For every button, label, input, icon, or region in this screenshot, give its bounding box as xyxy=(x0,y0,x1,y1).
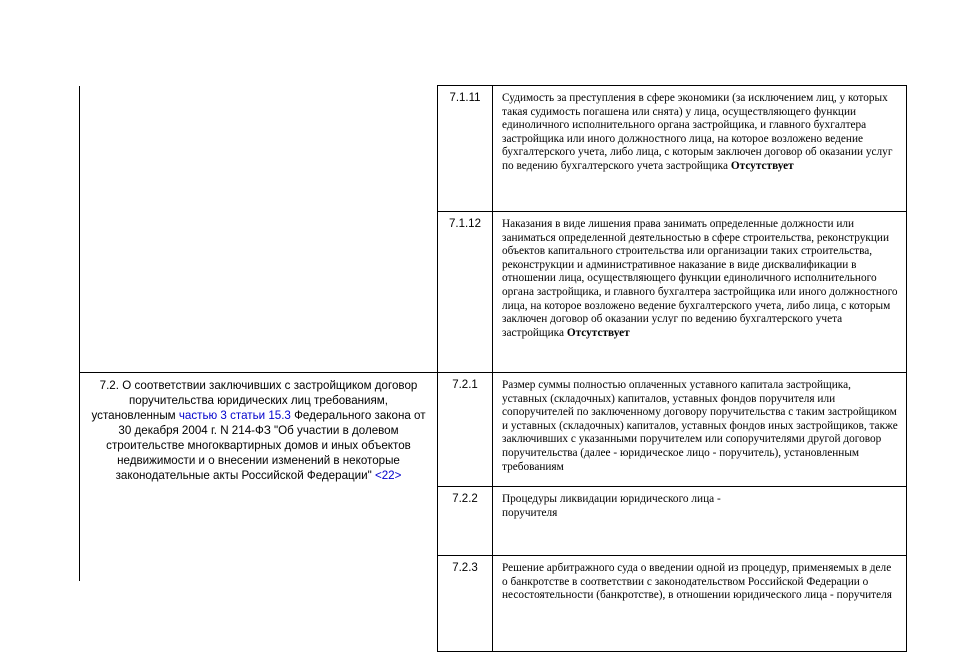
requirements-table xyxy=(80,85,907,652)
row-text xyxy=(493,487,907,556)
section-text: 7.2. О соответствии заключивших с застройщиком договор поручительства юридических лиц требованиям, установленным xyxy=(91,379,418,422)
row-text xyxy=(493,556,907,652)
section-cell-empty xyxy=(80,212,438,373)
row-number: 7.1.12 xyxy=(438,212,493,373)
section-7-2-heading xyxy=(80,373,438,652)
table-row xyxy=(80,212,907,373)
row-description: Процедуры ликвидации юридического лица - поручителя xyxy=(502,493,721,519)
row-description: Судимость за преступления в сфере экономики (за исключением лиц, у которых такая судимость погашена или снята) у лица, осуществляющего функции единоличного исполнительного органа застройщика, и главного бухгалтера застройщика или иного должностного лица, на которое возложено ведение бухгалтерского учета, либо лица, с которым заключен договор об оказании услуг по ведению бухгалтерского учета застройщика xyxy=(502,92,893,172)
row-number: 7.2.3 xyxy=(438,556,493,652)
table-row xyxy=(80,373,907,487)
row-number: 7.2.1 xyxy=(438,373,493,487)
section-text: Федерального закона от 30 декабря 2004 г. N 214-ФЗ "Об участии в долевом строительстве многоквартирных домов и иных объектов недвижимости и о внесении изменений в некоторые законодательные акты Российской Федерации" xyxy=(106,409,426,482)
row-text xyxy=(493,373,907,487)
row-description: Наказания в виде лишения права занимать определенные должности или заниматься определенной деятельностью в сфере строительства, реконструкции объектов капитального строительства или организации таких строительства, реконструкции и административное наказание в виде дисквалификации в отношении лица, осуществляющего функции единоличного исполнительного органа застройщика, и главного бухгалтера застройщика или иного должностного лица, на которое возложено ведение бухгалтерского учета, либо лица, с которым заключен договор об оказании услуг по ведению бухгалтерского учета застройщика xyxy=(502,218,898,339)
table-row xyxy=(80,86,907,212)
row-number: 7.2.2 xyxy=(438,487,493,556)
section-cell-empty xyxy=(80,86,438,212)
row-number: 7.1.11 xyxy=(438,86,493,212)
footnote-link-22[interactable]: <22> xyxy=(374,469,402,482)
row-text xyxy=(493,212,907,373)
law-link-part-3[interactable]: частью 3 статьи 15.3 xyxy=(178,409,291,422)
row-value: Отсутствует xyxy=(566,326,630,339)
row-description: Решение арбитражного суда о введении одной из процедур, применяемых в деле о банкротстве в соответствии с законодательством Российской Федерации о несостоятельности (банкротстве), в отношении юридического лица - поручителя xyxy=(502,562,892,602)
row-text xyxy=(493,86,907,212)
row-description: Размер суммы полностью оплаченных уставного капитала застройщика, уставных (складочных) капиталов, уставных фондов поручителя или сопоручителей по заключенному договору поручительства с таким застройщиком и уставных (складочных) капиталов, уставных фондов иных застройщиков, также заключивших с указанными поручителем или сопоручителями другой договор поручительства (далее - юридическое лицо - поручитель), установленным требованиям xyxy=(502,379,898,473)
row-value: Отсутствует xyxy=(730,159,794,172)
